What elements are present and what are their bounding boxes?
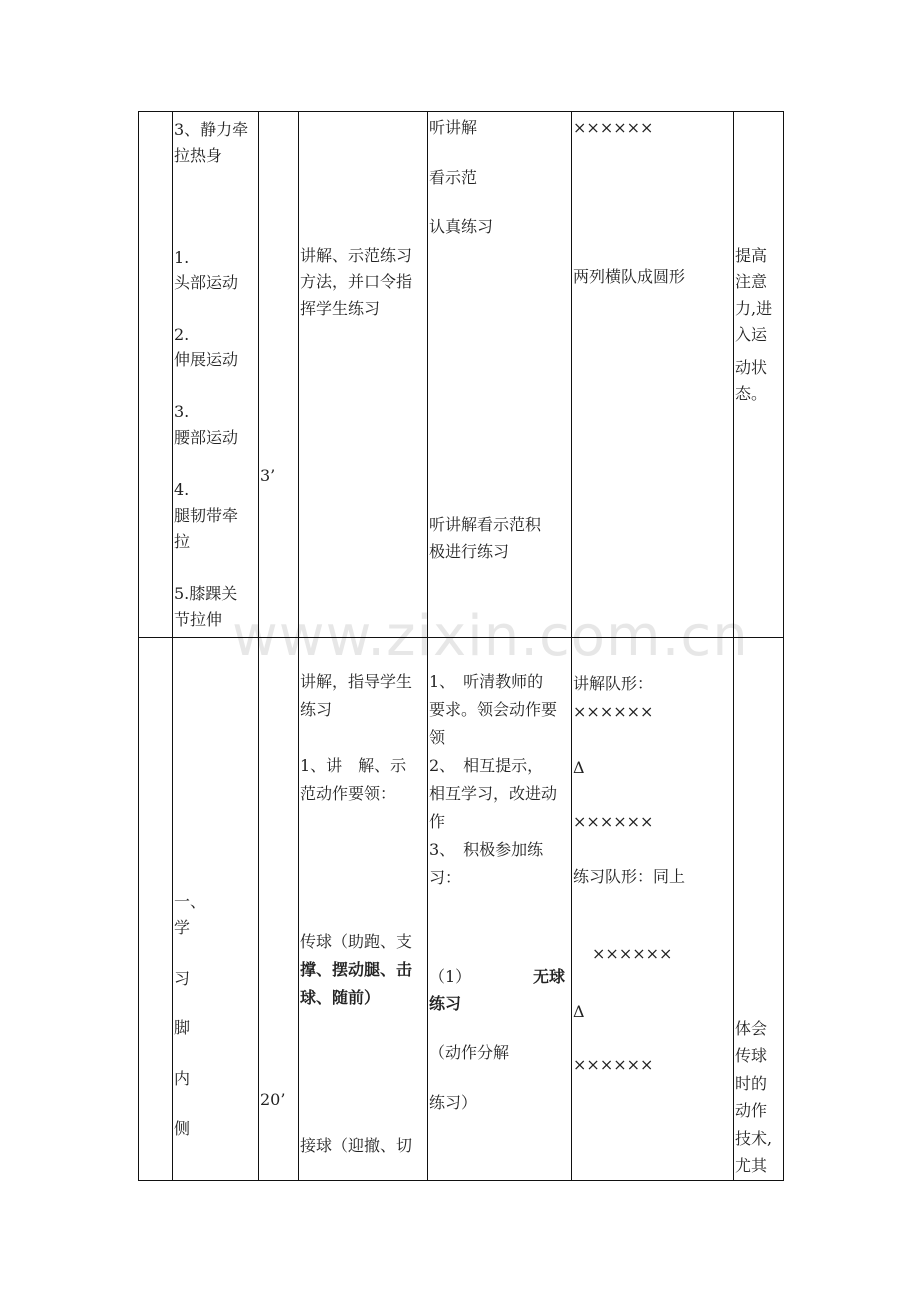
col-border-1 (172, 111, 173, 1181)
col-border-0 (138, 111, 139, 1181)
row2-formation-teacher-2: Δ (573, 1002, 585, 1021)
row2-purpose-line1: 体会 (735, 1019, 768, 1038)
row2-teacher-a-line2: 练习 (300, 700, 333, 719)
row2-purpose-line6: 尤其 (735, 1156, 768, 1175)
row2-purpose-line5: 技术, (735, 1129, 773, 1148)
item-5-text-line1: 5.膝踝关 (174, 584, 238, 603)
warmup-title-line1: 3、静力牵 (174, 120, 249, 139)
row2-student-2-line1: 2、 相互提示， (429, 756, 544, 775)
warmup-title-line2: 拉热身 (174, 146, 223, 165)
item-3-text: 腰部运动 (174, 428, 239, 447)
row2-purpose-line3: 时的 (735, 1074, 768, 1093)
row2-time: 20’ (260, 1090, 286, 1109)
row2-formation-teacher-1: Δ (573, 758, 585, 777)
row1-student-line1: 听讲解 (429, 118, 478, 137)
row2-teacher-d: 接球（迎撤、切 (300, 1136, 413, 1155)
row2-student-6: 练习） (429, 1093, 478, 1112)
item-1-number: 1. (174, 248, 190, 267)
row2-student-4-text2: 练习 (429, 994, 462, 1013)
row1-teacher-line2: 方法，并口令指 (300, 272, 413, 291)
row1-formation-text: 两列横队成圆形 (573, 267, 686, 286)
row2-teacher-c-line3: 球、随前） (300, 988, 381, 1007)
row2-teacher-c-line2: 撑、摆动腿、击 (300, 960, 413, 979)
watermark: www.zixin.com.cn (232, 604, 749, 669)
row2-student-4-number: （1） (429, 967, 472, 986)
row2-teacher-c-line1: 传球（助跑、支 (300, 932, 413, 951)
row2-student-1-line3: 领 (429, 728, 446, 747)
row2-student-2-line3: 作 (429, 812, 446, 831)
row2-student-1-line2: 要求。领会动作要 (429, 700, 558, 719)
row2-section-line2: 学 (174, 918, 191, 937)
row1-teacher-line3: 挥学生练习 (300, 299, 381, 318)
row2-student-3-line1: 3、 积极参加练 (429, 840, 544, 859)
table-bottom-border (138, 1180, 784, 1181)
row1-time: 3’ (260, 466, 276, 485)
item-3-number: 3. (174, 402, 190, 421)
row2-student-2-line2: 相互学习，改进动 (429, 784, 558, 803)
row1-purpose-line2: 注意 (735, 272, 768, 291)
row2-formation-marks-3: ×××××× (592, 944, 673, 963)
row1-purpose-line4: 入运 (735, 325, 768, 344)
item-4-text-line1: 腿韧带牵 (174, 506, 239, 525)
row2-formation-marks-2: ×××××× (573, 812, 654, 831)
row1-purpose-line3: 力,进 (735, 299, 773, 318)
row1-student-line2: 看示范 (429, 168, 478, 187)
row2-purpose-line2: 传球 (735, 1046, 768, 1065)
row2-purpose-line4: 动作 (735, 1101, 768, 1120)
col-border-7 (783, 111, 784, 1181)
item-4-text-line2: 拉 (174, 532, 191, 551)
row2-formation-label: 讲解队形： (573, 674, 654, 693)
row2-student-5: （动作分解 (429, 1043, 510, 1062)
row1-formation-marks: ×××××× (573, 118, 654, 137)
row2-student-1-line1: 1、 听清教师的 (429, 672, 544, 691)
row1-student-line4: 听讲解看示范积 (429, 515, 542, 534)
row2-formation-marks-1: ×××××× (573, 702, 654, 721)
table-top-border (138, 111, 784, 112)
row2-student-4-text: 无球 (533, 967, 566, 986)
row2-section-line6: 侧 (174, 1119, 191, 1138)
row1-teacher-line1: 讲解、示范练习 (300, 246, 413, 265)
row1-student-line5: 极进行练习 (429, 542, 510, 561)
row2-teacher-b-line2: 范动作要领： (300, 784, 397, 803)
item-4-number: 4. (174, 480, 190, 499)
row2-formation-marks-4: ×××××× (573, 1055, 654, 1074)
item-2-text: 伸展运动 (174, 350, 239, 369)
item-5-text-line2: 节拉伸 (174, 610, 223, 629)
row1-student-line3: 认真练习 (429, 217, 494, 236)
row2-teacher-a-line1: 讲解，指导学生 (300, 672, 413, 691)
row1-purpose-line1: 提高 (735, 246, 768, 265)
row2-section-line4: 脚 (174, 1018, 191, 1037)
row2-section-line3: 习 (174, 969, 191, 988)
row2-student-3-line2: 习： (429, 868, 462, 887)
item-1-text: 头部运动 (174, 273, 239, 292)
row1-purpose-line6: 态。 (735, 384, 768, 403)
row1-purpose-line5: 动状 (735, 358, 768, 377)
item-2-number: 2. (174, 325, 190, 344)
row2-section-line1: 一、 (174, 892, 207, 911)
row2-practice-label: 练习队形：同上 (573, 867, 686, 886)
row2-teacher-b-line1: 1、讲 解、示 (300, 756, 407, 775)
row2-section-line5: 内 (174, 1069, 191, 1088)
